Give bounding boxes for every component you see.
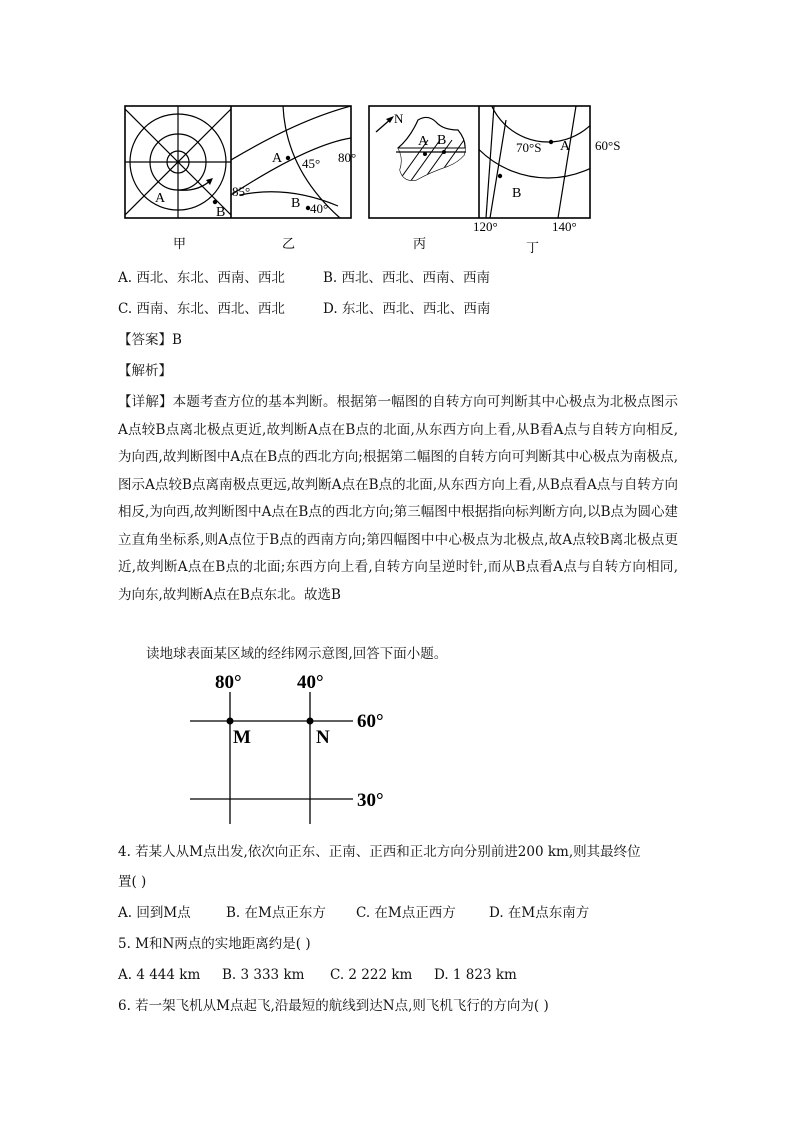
q4-option-d: D. 在M点东南方 — [489, 905, 590, 921]
q4-stem-line1: 4. 若某人从M点出发,依次向正东、正南、正西和正北方向分别前进200 km,则其最终位 — [118, 844, 641, 860]
detail-text: 本题考查方位的基本判断。根据第一幅图的自转方向可判断其中心极点为北极点图示A点较B点离北极点更近,故判断A点在B点的北面,从东西方向上看,从B看A点与自转方向相反,为向西,故判断图中A点在B点的西北方向;根据第二幅图的自转方向可判断其中心极点为南极点,图示A点较B点离南极点更远,故判断A点在B点的北面,从东西方向上看,从B点看A点与自转方向相反,为向西,故判断图中A点在B点的西北方向;第三幅图中根据指向标判断方向,以B点为圆心建立直角坐标系,则A点位于B点的西南方向;第四幅图中中心极点为北极点,故A点较B离北极点更近,故判断A点在B点的北面;东西方向上看,自转方向呈逆时针,而从B点看A点与自转方向相同,为向东,故判断A点在B点东北。故选B — [118, 394, 679, 603]
yi-label-a: A — [272, 151, 283, 166]
bing-label-a: A — [418, 134, 429, 149]
grid-label-m: M — [233, 727, 251, 748]
caption-jia: 甲 — [173, 236, 187, 251]
q4-option-a: A. 回到M点 — [118, 905, 191, 921]
yi-label-80: 80° — [338, 150, 357, 165]
bing-label-n: N — [394, 111, 404, 126]
yi-label-40: 40° — [310, 201, 329, 216]
q5-option-d: D. 1 823 km — [434, 967, 517, 983]
yi-label-85: 85° — [232, 184, 251, 199]
ding-label-120: 120° — [473, 219, 498, 234]
q3-option-b: B. 西北、西北、西南、西南 — [323, 270, 491, 286]
grid-label-lon40: 40° — [297, 672, 324, 693]
grid-label-lon80: 80° — [215, 672, 242, 693]
ding-label-60s: 60°S — [595, 138, 621, 153]
q3-option-a: A. 西北、东北、西南、西北 — [118, 270, 285, 286]
yi-label-45: 45° — [302, 156, 321, 171]
yi-label-b: B — [291, 196, 301, 211]
map-jia — [125, 106, 231, 220]
detail-paragraph — [118, 389, 678, 609]
q4-option-b: B. 在M点正东方 — [226, 905, 326, 921]
grid-label-lat30: 30° — [357, 790, 384, 811]
ding-label-70s: 70°S — [516, 140, 542, 155]
jia-label-b: B — [216, 205, 226, 220]
intro-text: 读地球表面某区域的经纬网示意图,回答下面小题。 — [146, 646, 448, 662]
grid-label-n: N — [316, 727, 330, 748]
bing-label-b: B — [437, 133, 447, 148]
q4-option-c: C. 在M点正西方 — [356, 905, 456, 921]
q3-option-d: D. 东北、西北、西北、西南 — [323, 301, 491, 317]
q5-option-b: B. 3 333 km — [222, 967, 305, 983]
figure-direction-maps — [118, 100, 638, 260]
detail-tag: 【详解】 — [118, 394, 173, 410]
grid-label-lat60: 60° — [357, 711, 384, 732]
q5-option-a: A. 4 444 km — [118, 967, 201, 983]
caption-ding: 丁 — [526, 240, 540, 255]
ding-label-a: A — [560, 139, 571, 154]
figure-lat-long-grid — [185, 668, 405, 828]
caption-bing: 丙 — [413, 236, 427, 251]
ding-label-140: 140° — [552, 219, 577, 234]
map-yi — [231, 106, 356, 218]
analysis-heading: 【解析】 — [118, 363, 172, 379]
q4-stem-line2: 置( ) — [118, 874, 147, 890]
q5-stem: 5. M和N两点的实地距离约是( ) — [118, 936, 311, 952]
ding-label-b: B — [512, 186, 522, 201]
caption-yi: 乙 — [282, 236, 296, 251]
q6-stem: 6. 若一架飞机从M点起飞,沿最短的航线到达N点,则飞机飞行的方向为( ) — [118, 998, 549, 1014]
jia-label-a: A — [155, 191, 166, 206]
q5-option-c: C. 2 222 km — [330, 967, 413, 983]
q3-option-c: C. 西南、东北、西北、西北 — [118, 301, 285, 317]
map-bing — [376, 111, 476, 196]
answer: 【答案】B — [118, 332, 182, 348]
